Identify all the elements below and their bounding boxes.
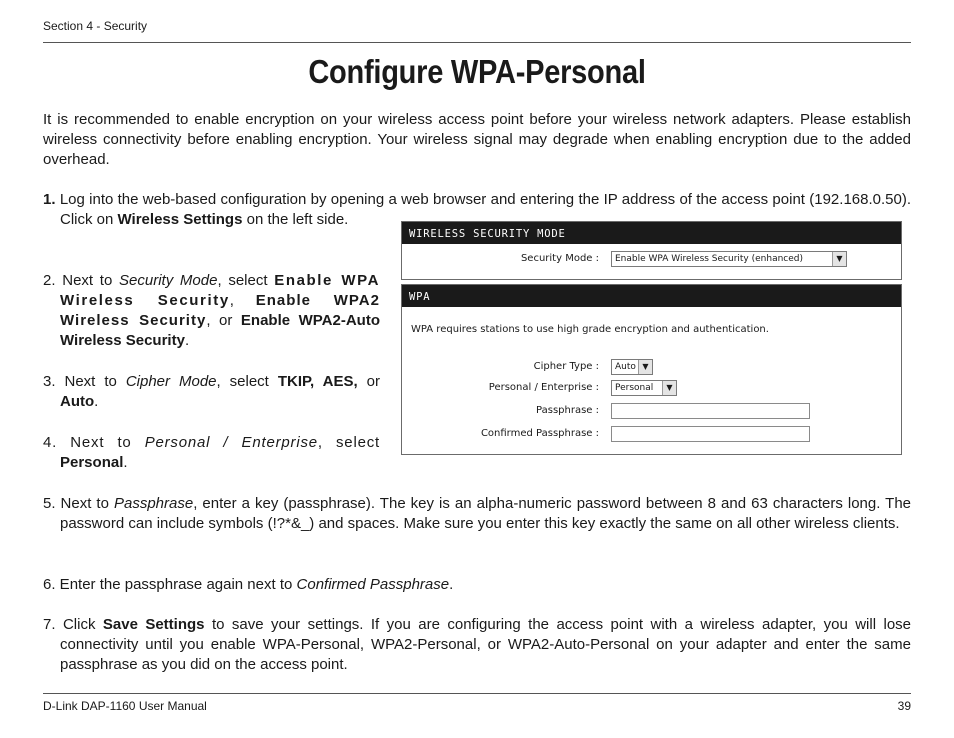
chevron-down-icon[interactable]: ▼ <box>638 360 652 374</box>
confirmed-passphrase-input[interactable] <box>611 426 810 442</box>
page-title: Configure WPA-Personal <box>308 53 646 90</box>
step-emphasis: Enable WPA Wireless Security <box>60 272 380 309</box>
security-mode-value: Enable WPA Wireless Security (enhanced) <box>615 254 804 264</box>
header-divider <box>43 42 911 43</box>
step-emphasis: Enable WPA2-Auto Wireless Security <box>60 312 380 349</box>
step-text: Next to <box>55 373 126 390</box>
security-mode-label: Security Mode : <box>520 253 599 264</box>
step-2 <box>43 271 380 351</box>
step-emphasis: TKIP, AES, <box>277 373 358 390</box>
step-text: Enter the passphrase again next to <box>55 576 297 593</box>
chevron-down-icon[interactable]: ▼ <box>832 252 846 266</box>
step-4 <box>43 433 380 473</box>
step-text: Click <box>55 616 103 633</box>
step-italic: Security Mode <box>119 272 218 289</box>
step-text: , or <box>206 312 241 329</box>
cipher-type-select[interactable] <box>611 359 653 375</box>
step-italic: Personal / Enterprise <box>144 434 318 451</box>
intro-paragraph: It is recommended to enable encryption on your wireless access point before your wireless network adapters. Please establish wireless connectivity before enabling encryption. Your wireless signal may degrade when enabling encryption due to the added overhead. <box>43 111 911 168</box>
step-text: to save your settings. If you are configuring the access point with a wireless adapter, you will lose connectivity until you enable WPA-Personal, WPA2-Personal, or WPA2-Auto-Personal on your adapter and enter the same passphrase as you did on the access point. <box>60 616 911 673</box>
step-text: . <box>94 393 99 410</box>
step-text: , <box>229 292 256 309</box>
step-text: , select <box>216 373 278 390</box>
step-number: 1. <box>43 191 56 208</box>
step-3 <box>43 372 380 412</box>
step-emphasis: Enable WPA2 Wireless Security <box>60 292 380 329</box>
chevron-down-icon[interactable]: ▼ <box>662 381 676 395</box>
security-mode-select[interactable] <box>611 251 847 267</box>
wireless-security-mode-panel <box>401 221 902 280</box>
manual-title: D-Link DAP-1160 User Manual <box>43 699 207 713</box>
step-5 <box>43 494 911 534</box>
cipher-type-value: Auto <box>615 362 636 372</box>
step-text: . <box>449 576 454 593</box>
confirmed-passphrase-label: Confirmed Passphrase : <box>480 428 599 439</box>
step-text: . <box>123 454 129 471</box>
section-header: Section 4 - Security <box>43 19 148 33</box>
cipher-type-label: Cipher Type : <box>533 361 599 372</box>
step-text: or <box>357 373 380 390</box>
step-emphasis: Auto <box>60 393 95 410</box>
step-text: , select <box>217 272 275 289</box>
step-italic: Passphrase <box>113 495 194 512</box>
panel-heading: WIRELESS SECURITY MODE <box>402 222 901 244</box>
step-text: Next to <box>55 272 120 289</box>
personal-enterprise-label: Personal / Enterprise : <box>488 382 599 393</box>
step-text: , enter a key (passphrase). The key is an alpha-numeric password between 8 and 63 characters long. The password can include symbols (!?*&_) and spaces. Make sure you enter this key exactly the same on all other wireless clients. <box>60 495 912 532</box>
step-italic: Confirmed Passphrase <box>296 576 450 593</box>
footer-divider <box>43 693 911 694</box>
step-7 <box>43 615 911 675</box>
step-text: Next to <box>57 434 145 451</box>
step-emphasis: Wireless Settings <box>117 211 243 228</box>
step-number: 2. <box>43 272 56 289</box>
step-text: , select <box>317 434 380 451</box>
passphrase-input[interactable] <box>611 403 810 419</box>
step-number: 7. <box>43 616 56 633</box>
personal-enterprise-value: Personal <box>615 383 654 393</box>
passphrase-label: Passphrase : <box>536 405 599 416</box>
step-emphasis: Personal <box>60 454 124 471</box>
step-text: Next to <box>55 495 114 512</box>
step-6 <box>43 575 911 595</box>
step-text: on the left side. <box>242 211 349 228</box>
step-number: 4. <box>43 434 58 451</box>
panel-heading: WPA <box>402 285 901 307</box>
personal-enterprise-select[interactable] <box>611 380 677 396</box>
step-number: 3. <box>43 373 56 390</box>
step-number: 6. <box>43 576 56 593</box>
page-number: 39 <box>897 699 911 713</box>
step-italic: Cipher Mode <box>125 373 217 390</box>
wpa-note: WPA requires stations to use high grade encryption and authentication. <box>411 324 769 335</box>
step-number: 5. <box>43 495 56 512</box>
step-emphasis: Save Settings <box>102 616 205 633</box>
step-text: . <box>184 332 190 349</box>
wpa-panel <box>401 284 902 455</box>
step-text: Log into the web-based configuration by opening a web browser and entering the IP address of the access point (192.168.0.50). Click on <box>55 191 911 228</box>
